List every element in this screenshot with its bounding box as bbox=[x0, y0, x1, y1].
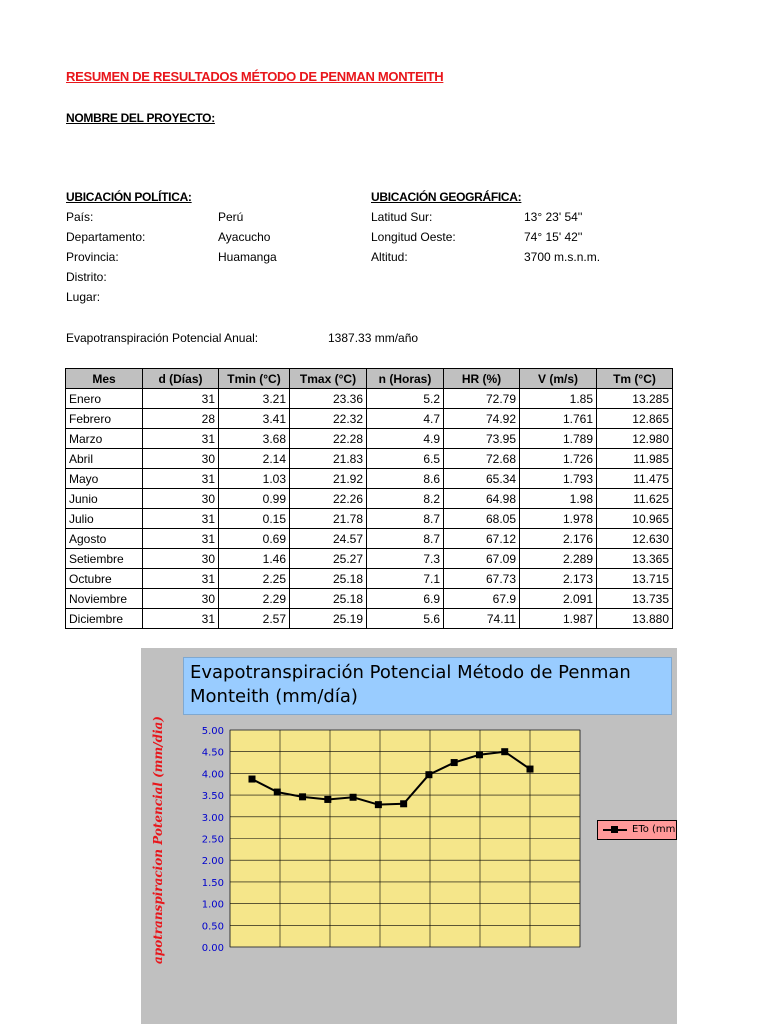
cell-hours: 4.7 bbox=[367, 409, 444, 429]
column-header-wind: V (m/s) bbox=[520, 369, 597, 389]
cell-month: Junio bbox=[66, 489, 143, 509]
cell-tmin: 3.41 bbox=[219, 409, 290, 429]
cell-days: 31 bbox=[143, 429, 219, 449]
y-tick-label: 3.00 bbox=[201, 812, 224, 824]
table-row bbox=[66, 489, 673, 509]
y-tick-label: 1.50 bbox=[201, 877, 224, 889]
data-point-marker bbox=[274, 789, 281, 796]
cell-tmin: 1.03 bbox=[219, 469, 290, 489]
cell-tmean: 10.965 bbox=[597, 509, 673, 529]
cell-humidity: 72.68 bbox=[444, 449, 520, 469]
cell-tmax: 25.19 bbox=[290, 609, 367, 629]
cell-tmean: 13.715 bbox=[597, 569, 673, 589]
table-row bbox=[66, 429, 673, 449]
table-row bbox=[66, 589, 673, 609]
table-row bbox=[66, 529, 673, 549]
data-point-marker bbox=[501, 748, 508, 755]
data-point-marker bbox=[375, 801, 382, 808]
project-name-label: NOMBRE DEL PROYECTO: bbox=[66, 111, 215, 125]
cell-hours: 8.7 bbox=[367, 529, 444, 549]
cell-month: Enero bbox=[66, 389, 143, 409]
cell-tmin: 0.69 bbox=[219, 529, 290, 549]
cell-humidity: 74.11 bbox=[444, 609, 520, 629]
data-point-marker bbox=[350, 794, 357, 801]
cell-humidity: 68.05 bbox=[444, 509, 520, 529]
column-header-tmax: Tmax (°C) bbox=[290, 369, 367, 389]
cell-month: Abril bbox=[66, 449, 143, 469]
cell-tmean: 12.865 bbox=[597, 409, 673, 429]
cell-wind: 2.091 bbox=[520, 589, 597, 609]
y-tick-label: 2.50 bbox=[201, 834, 224, 846]
cell-days: 31 bbox=[143, 389, 219, 409]
cell-wind: 1.726 bbox=[520, 449, 597, 469]
annual-evapotranspiration-label: Evapotranspiración Potencial Anual: bbox=[66, 331, 259, 345]
cell-days: 30 bbox=[143, 489, 219, 509]
data-point-marker bbox=[527, 766, 534, 773]
cell-days: 31 bbox=[143, 529, 219, 549]
cell-tmean: 13.365 bbox=[597, 549, 673, 569]
cell-tmax: 21.78 bbox=[290, 509, 367, 529]
department-value: Ayacucho bbox=[218, 230, 271, 244]
chart-title: Evapotranspiración Potencial Método de Penman Monteith (mm/día) bbox=[183, 657, 672, 715]
latitude-value: 13° 23' 54'' bbox=[524, 210, 583, 224]
cell-days: 31 bbox=[143, 569, 219, 589]
cell-tmin: 0.99 bbox=[219, 489, 290, 509]
data-point-marker bbox=[400, 800, 407, 807]
y-tick-label: 4.50 bbox=[201, 747, 224, 759]
data-point-marker bbox=[451, 759, 458, 766]
column-header-days: d (Días) bbox=[143, 369, 219, 389]
cell-tmax: 25.18 bbox=[290, 569, 367, 589]
y-tick-label: 3.50 bbox=[201, 791, 224, 803]
table-row bbox=[66, 449, 673, 469]
y-tick-label: 5.00 bbox=[201, 726, 224, 737]
annual-evapotranspiration-value: 1387.33 mm/año bbox=[328, 331, 419, 345]
cell-humidity: 74.92 bbox=[444, 409, 520, 429]
cell-tmean: 12.630 bbox=[597, 529, 673, 549]
cell-wind: 1.789 bbox=[520, 429, 597, 449]
district-label: Distrito: bbox=[66, 270, 107, 284]
latitude-label: Latitud Sur: bbox=[371, 210, 433, 224]
cell-hours: 6.5 bbox=[367, 449, 444, 469]
cell-month: Agosto bbox=[66, 529, 143, 549]
cell-hours: 8.7 bbox=[367, 509, 444, 529]
cell-hours: 5.6 bbox=[367, 609, 444, 629]
cell-hours: 5.2 bbox=[367, 389, 444, 409]
cell-tmean: 11.625 bbox=[597, 489, 673, 509]
political-location-header: UBICACIÓN POLÍTICA: bbox=[66, 190, 192, 204]
cell-humidity: 73.95 bbox=[444, 429, 520, 449]
column-header-month: Mes bbox=[66, 369, 143, 389]
column-header-tmin: Tmin (°C) bbox=[219, 369, 290, 389]
cell-tmax: 22.26 bbox=[290, 489, 367, 509]
y-tick-label: 0.50 bbox=[201, 921, 224, 933]
cell-tmax: 22.28 bbox=[290, 429, 367, 449]
cell-humidity: 67.9 bbox=[444, 589, 520, 609]
cell-month: Marzo bbox=[66, 429, 143, 449]
legend-series-label: ETo (mm bbox=[632, 824, 676, 835]
table-row bbox=[66, 609, 673, 629]
document-title: RESUMEN DE RESULTADOS MÉTODO DE PENMAN MONTEITH bbox=[66, 69, 444, 84]
province-value: Huamanga bbox=[218, 250, 277, 264]
legend-line-marker-icon bbox=[601, 821, 631, 839]
cell-tmax: 24.57 bbox=[290, 529, 367, 549]
table-header-row bbox=[66, 369, 673, 389]
column-header-tmean: Tm (°C) bbox=[597, 369, 673, 389]
cell-month: Mayo bbox=[66, 469, 143, 489]
cell-wind: 2.289 bbox=[520, 549, 597, 569]
cell-month: Octubre bbox=[66, 569, 143, 589]
cell-month: Julio bbox=[66, 509, 143, 529]
province-label: Provincia: bbox=[66, 250, 119, 264]
data-point-marker bbox=[249, 776, 256, 783]
cell-tmean: 12.980 bbox=[597, 429, 673, 449]
cell-tmin: 3.21 bbox=[219, 389, 290, 409]
cell-humidity: 65.34 bbox=[444, 469, 520, 489]
cell-tmin: 2.25 bbox=[219, 569, 290, 589]
cell-wind: 1.978 bbox=[520, 509, 597, 529]
cell-tmean: 11.475 bbox=[597, 469, 673, 489]
y-tick-label: 2.00 bbox=[201, 856, 224, 868]
data-point-marker bbox=[299, 793, 306, 800]
cell-tmin: 2.57 bbox=[219, 609, 290, 629]
cell-humidity: 64.98 bbox=[444, 489, 520, 509]
cell-tmax: 22.32 bbox=[290, 409, 367, 429]
cell-tmean: 13.880 bbox=[597, 609, 673, 629]
cell-tmax: 21.83 bbox=[290, 449, 367, 469]
cell-days: 31 bbox=[143, 509, 219, 529]
cell-wind: 1.85 bbox=[520, 389, 597, 409]
cell-wind: 1.793 bbox=[520, 469, 597, 489]
table-row bbox=[66, 509, 673, 529]
cell-days: 31 bbox=[143, 609, 219, 629]
altitude-label: Altitud: bbox=[371, 250, 408, 264]
cell-month: Febrero bbox=[66, 409, 143, 429]
cell-tmax: 21.92 bbox=[290, 469, 367, 489]
cell-days: 30 bbox=[143, 549, 219, 569]
cell-tmean: 13.735 bbox=[597, 589, 673, 609]
cell-tmean: 13.285 bbox=[597, 389, 673, 409]
data-point-marker bbox=[476, 751, 483, 758]
cell-wind: 1.987 bbox=[520, 609, 597, 629]
cell-days: 30 bbox=[143, 449, 219, 469]
table-row bbox=[66, 469, 673, 489]
climate-data-table bbox=[65, 368, 673, 629]
cell-tmax: 25.18 bbox=[290, 589, 367, 609]
country-label: País: bbox=[66, 210, 94, 224]
cell-month: Diciembre bbox=[66, 609, 143, 629]
cell-hours: 8.2 bbox=[367, 489, 444, 509]
cell-wind: 1.761 bbox=[520, 409, 597, 429]
cell-days: 28 bbox=[143, 409, 219, 429]
longitude-value: 74° 15' 42'' bbox=[524, 230, 583, 244]
cell-tmax: 23.36 bbox=[290, 389, 367, 409]
cell-wind: 1.98 bbox=[520, 489, 597, 509]
chart-y-axis-label: apotranspiracion Potencial (mm/dia) bbox=[151, 716, 165, 964]
table-row bbox=[66, 389, 673, 409]
cell-wind: 2.176 bbox=[520, 529, 597, 549]
table-row bbox=[66, 549, 673, 569]
cell-tmin: 2.29 bbox=[219, 589, 290, 609]
cell-hours: 7.3 bbox=[367, 549, 444, 569]
data-point-marker bbox=[324, 796, 331, 803]
cell-tmean: 11.985 bbox=[597, 449, 673, 469]
altitude-value: 3700 m.s.n.m. bbox=[524, 250, 601, 264]
cell-tmax: 25.27 bbox=[290, 549, 367, 569]
cell-hours: 6.9 bbox=[367, 589, 444, 609]
cell-humidity: 67.12 bbox=[444, 529, 520, 549]
country-value: Perú bbox=[218, 210, 244, 224]
chart-legend bbox=[597, 820, 677, 840]
cell-hours: 7.1 bbox=[367, 569, 444, 589]
column-header-humidity: HR (%) bbox=[444, 369, 520, 389]
y-tick-label: 4.00 bbox=[201, 769, 224, 781]
y-tick-label: 0.00 bbox=[201, 943, 224, 954]
column-header-hours: n (Horas) bbox=[367, 369, 444, 389]
place-label: Lugar: bbox=[66, 290, 101, 304]
cell-hours: 4.9 bbox=[367, 429, 444, 449]
cell-tmin: 1.46 bbox=[219, 549, 290, 569]
cell-tmin: 3.68 bbox=[219, 429, 290, 449]
geographic-location-header: UBICACIÓN GEOGRÁFICA: bbox=[371, 190, 522, 204]
cell-month: Noviembre bbox=[66, 589, 143, 609]
department-label: Departamento: bbox=[66, 230, 146, 244]
cell-tmin: 0.15 bbox=[219, 509, 290, 529]
data-point-marker bbox=[425, 771, 432, 778]
cell-wind: 2.173 bbox=[520, 569, 597, 589]
cell-month: Setiembre bbox=[66, 549, 143, 569]
longitude-label: Longitud Oeste: bbox=[371, 230, 456, 244]
cell-days: 31 bbox=[143, 469, 219, 489]
table-row bbox=[66, 409, 673, 429]
cell-humidity: 67.09 bbox=[444, 549, 520, 569]
cell-days: 30 bbox=[143, 589, 219, 609]
cell-tmin: 2.14 bbox=[219, 449, 290, 469]
cell-humidity: 67.73 bbox=[444, 569, 520, 589]
cell-hours: 8.6 bbox=[367, 469, 444, 489]
table-row bbox=[66, 569, 673, 589]
y-tick-label: 1.00 bbox=[201, 899, 224, 911]
cell-humidity: 72.79 bbox=[444, 389, 520, 409]
